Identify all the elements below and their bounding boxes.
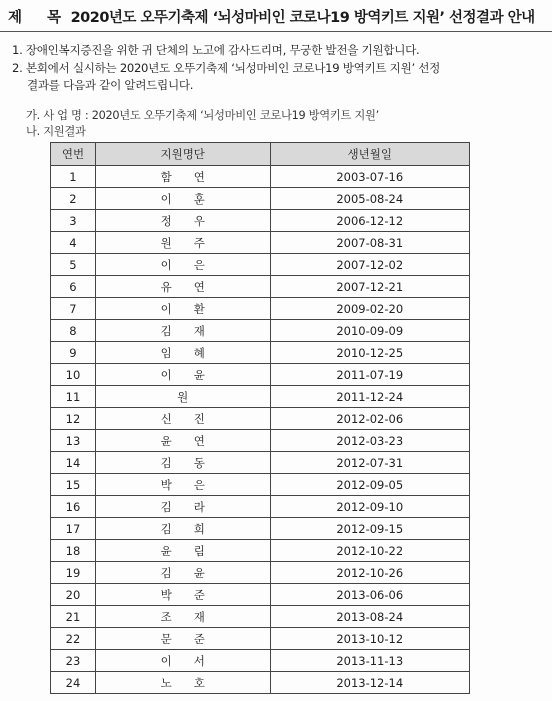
row-name-cell	[95, 166, 270, 188]
body-paragraph-2-continued: 결과를 다음과 같이 알려드립니다.	[27, 78, 194, 92]
row-name: 문준	[160, 631, 227, 646]
row-name-cell	[95, 518, 270, 540]
table-row	[51, 276, 470, 298]
row-name: 박준	[160, 587, 227, 602]
row-name-cell	[95, 408, 270, 430]
row-name-cell	[95, 562, 270, 584]
row-name: 조재	[160, 609, 227, 624]
body-paragraph-2: 2. 본회에서 실시하는 2020년도 오뚜기축제 ‘뇌성마비인 코로나19 방역키트 지원’ 선정	[12, 61, 441, 75]
row-number: 23	[51, 650, 96, 672]
row-name: 신진	[160, 411, 227, 426]
row-number: 20	[51, 584, 96, 606]
row-name: 윤림	[160, 543, 227, 558]
table-row	[51, 232, 470, 254]
row-number: 1	[51, 166, 96, 188]
table-row	[51, 650, 470, 672]
row-name: 이윤	[160, 367, 227, 382]
row-name-cell	[95, 584, 270, 606]
row-name-cell	[95, 188, 270, 210]
row-number: 21	[51, 606, 96, 628]
row-number: 12	[51, 408, 96, 430]
row-birthdate: 2013-08-24	[270, 606, 469, 628]
row-name-cell	[95, 474, 270, 496]
row-number: 3	[51, 210, 96, 232]
table-row	[51, 342, 470, 364]
row-birthdate: 2007-12-21	[270, 276, 469, 298]
table-row	[51, 364, 470, 386]
section-project-name: 가. 사 업 명 : 2020년도 오뚜기축제 ‘뇌성마비인 코로나19 방역키트 지원’	[26, 109, 379, 122]
table-row	[51, 584, 470, 606]
table-row	[51, 452, 470, 474]
row-name: 김동	[160, 455, 227, 470]
row-number: 11	[51, 386, 96, 408]
results-table-body	[51, 166, 470, 694]
table-row	[51, 320, 470, 342]
row-number: 17	[51, 518, 96, 540]
row-birthdate: 2012-10-26	[270, 562, 469, 584]
row-name: 김윤	[160, 565, 227, 580]
table-row	[51, 210, 470, 232]
row-birthdate: 2011-12-24	[270, 386, 469, 408]
table-row	[51, 254, 470, 276]
row-birthdate: 2007-08-31	[270, 232, 469, 254]
row-number: 22	[51, 628, 96, 650]
row-number: 14	[51, 452, 96, 474]
row-birthdate: 2013-06-06	[270, 584, 469, 606]
table-row	[51, 540, 470, 562]
row-birthdate: 2005-08-24	[270, 188, 469, 210]
row-number: 5	[51, 254, 96, 276]
row-name-cell	[95, 210, 270, 232]
row-name: 박은	[160, 477, 227, 492]
row-birthdate: 2007-12-02	[270, 254, 469, 276]
table-header-row	[51, 143, 470, 166]
row-name: 이은	[160, 257, 227, 272]
row-name: 윤연	[160, 433, 227, 448]
row-birthdate: 2012-09-05	[270, 474, 469, 496]
row-birthdate: 2006-12-12	[270, 210, 469, 232]
row-name: 이서	[160, 653, 227, 668]
row-name-cell	[95, 672, 270, 694]
row-name: 이환	[160, 301, 227, 316]
subject-text: 2020년도 오뚜기축제 ‘뇌성마비인 코로나19 방역키트 지원’ 선정결과 안내	[70, 10, 535, 26]
row-name: 노호	[160, 675, 227, 690]
table-row	[51, 628, 470, 650]
row-name-cell	[95, 386, 270, 408]
row-birthdate: 2012-03-23	[270, 430, 469, 452]
row-birthdate: 2012-09-10	[270, 496, 469, 518]
body-paragraph-1: 1. 장애인복지증진을 위한 귀 단체의 노고에 감사드리며, 무궁한 발전을 기원합니다.	[12, 43, 420, 57]
row-name-cell	[95, 254, 270, 276]
row-number: 18	[51, 540, 96, 562]
document-subject	[8, 6, 548, 28]
row-name: 유연	[160, 279, 227, 294]
row-name-cell	[95, 232, 270, 254]
row-name: 함연	[160, 169, 227, 184]
row-name: 정우	[160, 213, 227, 228]
row-number: 7	[51, 298, 96, 320]
table-row	[51, 474, 470, 496]
row-name-cell	[95, 540, 270, 562]
table-row	[51, 188, 470, 210]
row-name-cell	[95, 364, 270, 386]
row-name-cell	[95, 452, 270, 474]
row-name: 원	[177, 389, 211, 404]
row-name: 임혜	[160, 345, 227, 360]
table-row	[51, 562, 470, 584]
row-birthdate: 2010-12-25	[270, 342, 469, 364]
table-row	[51, 166, 470, 188]
row-name-cell	[95, 650, 270, 672]
table-row	[51, 408, 470, 430]
row-number: 10	[51, 364, 96, 386]
row-number: 4	[51, 232, 96, 254]
row-name-cell	[95, 342, 270, 364]
results-table	[50, 142, 470, 694]
row-number: 6	[51, 276, 96, 298]
row-name: 이훈	[160, 191, 227, 206]
header-number: 연번	[51, 143, 96, 166]
section-results-heading: 나. 지원결과	[26, 125, 86, 138]
table-row	[51, 606, 470, 628]
row-number: 15	[51, 474, 96, 496]
row-birthdate: 2003-07-16	[270, 166, 469, 188]
table-row	[51, 672, 470, 694]
subject-divider	[0, 31, 552, 32]
row-birthdate: 2009-02-20	[270, 298, 469, 320]
header-name: 지원명단	[95, 143, 270, 166]
row-birthdate: 2012-09-15	[270, 518, 469, 540]
row-birthdate: 2012-07-31	[270, 452, 469, 474]
row-name: 김재	[160, 323, 227, 338]
row-name: 김라	[160, 499, 227, 514]
table-row	[51, 298, 470, 320]
row-number: 24	[51, 672, 96, 694]
row-birthdate: 2013-12-14	[270, 672, 469, 694]
row-name: 김희	[160, 521, 227, 536]
row-name-cell	[95, 298, 270, 320]
row-number: 13	[51, 430, 96, 452]
row-number: 16	[51, 496, 96, 518]
row-birthdate: 2012-10-22	[270, 540, 469, 562]
row-number: 8	[51, 320, 96, 342]
row-name-cell	[95, 628, 270, 650]
row-birthdate: 2012-02-06	[270, 408, 469, 430]
row-name-cell	[95, 320, 270, 342]
row-number: 2	[51, 188, 96, 210]
row-birthdate: 2010-09-09	[270, 320, 469, 342]
row-birthdate: 2013-10-12	[270, 628, 469, 650]
row-name-cell	[95, 496, 270, 518]
row-name-cell	[95, 276, 270, 298]
row-number: 19	[51, 562, 96, 584]
table-row	[51, 430, 470, 452]
row-name: 원주	[160, 235, 227, 250]
row-name-cell	[95, 606, 270, 628]
header-birthdate: 생년월일	[270, 143, 469, 166]
table-row	[51, 496, 470, 518]
subject-label: 제 목	[8, 10, 72, 26]
table-row	[51, 518, 470, 540]
row-birthdate: 2011-07-19	[270, 364, 469, 386]
row-number: 9	[51, 342, 96, 364]
row-birthdate: 2013-11-13	[270, 650, 469, 672]
table-row	[51, 386, 470, 408]
row-name-cell	[95, 430, 270, 452]
